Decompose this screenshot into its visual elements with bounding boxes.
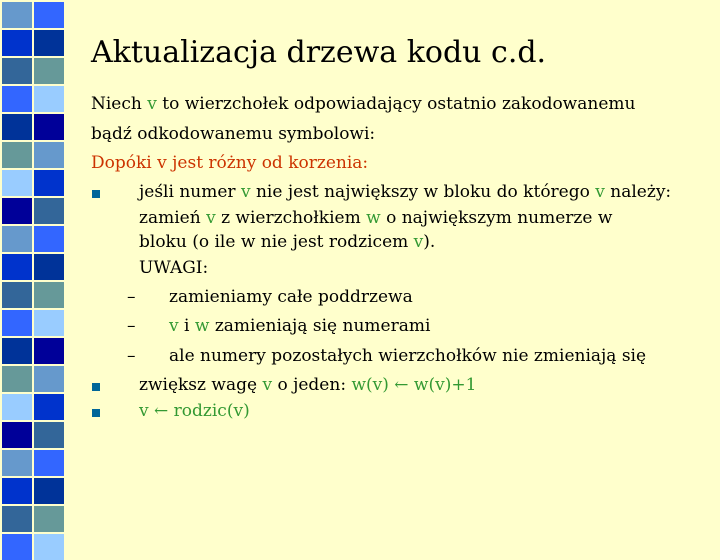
bullet-icon bbox=[92, 383, 100, 391]
stripe-block bbox=[2, 506, 32, 532]
intro-text: to wierzchołek odpowiadający ostatnio zakodowanemu bbox=[156, 94, 636, 114]
var-v: v bbox=[413, 232, 424, 252]
stripe-block bbox=[34, 366, 64, 392]
stripe-block bbox=[34, 394, 64, 420]
var-w: w bbox=[194, 316, 210, 336]
stripe-block bbox=[2, 86, 32, 112]
bullet1-line-3 bbox=[139, 234, 435, 251]
stripe-block bbox=[34, 226, 64, 252]
stripe-block bbox=[2, 478, 32, 504]
weight-formula: w(v) ← w(v)+1 bbox=[351, 375, 477, 395]
stripe-block bbox=[2, 30, 32, 56]
bullet1-text: należy: bbox=[604, 182, 672, 202]
bullet3-line bbox=[139, 403, 250, 420]
sub2-text: zamieniają się numerami bbox=[209, 316, 431, 336]
bullet1-text: zamień bbox=[139, 208, 207, 228]
loop-header: Dopóki v jest różny od korzenia: bbox=[91, 153, 369, 173]
slide-title: Aktualizacja drzewa kodu c.d. bbox=[91, 35, 547, 70]
stripe-block bbox=[2, 450, 32, 476]
var-v: v bbox=[206, 208, 216, 228]
bullet1-text: ). bbox=[423, 232, 436, 252]
dash-marker: – bbox=[127, 316, 136, 336]
sub-item-3: ale numery pozostałych wierzchołków nie zmieniają się bbox=[169, 346, 647, 366]
stripe-block bbox=[34, 254, 64, 280]
bullet1-line-1 bbox=[139, 184, 671, 201]
parent-expression: rodzic(v) bbox=[173, 401, 250, 421]
var-v: v bbox=[262, 375, 273, 395]
stripe-block bbox=[2, 58, 32, 84]
bullet1-text: z wierzchołkiem bbox=[215, 208, 367, 228]
stripe-block bbox=[34, 282, 64, 308]
var-v: v bbox=[139, 401, 149, 421]
dash-marker: – bbox=[127, 346, 136, 366]
arrow-symbol: ← bbox=[148, 401, 174, 421]
stripe-block bbox=[34, 198, 64, 224]
stripe-block bbox=[34, 338, 64, 364]
stripe-block bbox=[2, 338, 32, 364]
var-w: w bbox=[366, 208, 381, 228]
stripe-block bbox=[2, 394, 32, 420]
bullet1-text: bloku (o ile w nie jest rodzicem bbox=[139, 232, 414, 252]
bullet2-line bbox=[139, 377, 476, 394]
stripe-block bbox=[34, 506, 64, 532]
stripe-block bbox=[34, 170, 64, 196]
stripe-block bbox=[2, 282, 32, 308]
stripe-block bbox=[2, 226, 32, 252]
stripe-block bbox=[2, 114, 32, 140]
stripe-block bbox=[34, 534, 64, 560]
bullet2-text: zwiększ wagę bbox=[139, 375, 263, 395]
stripe-block bbox=[2, 366, 32, 392]
stripe-block bbox=[2, 2, 32, 28]
uwagi-label: UWAGI: bbox=[139, 258, 209, 278]
stripe-block bbox=[34, 310, 64, 336]
stripe-block bbox=[34, 450, 64, 476]
stripe-block bbox=[2, 534, 32, 560]
intro-text: Niech bbox=[91, 94, 148, 114]
var-v: v bbox=[240, 182, 251, 202]
stripe-block bbox=[2, 170, 32, 196]
dash-marker: – bbox=[127, 287, 136, 307]
stripe-block bbox=[2, 422, 32, 448]
stripe-block bbox=[2, 142, 32, 168]
intro-line-2: bądź odkodowanemu symbolowi: bbox=[91, 124, 376, 144]
bullet-icon bbox=[92, 409, 100, 417]
decorative-stripe bbox=[0, 0, 66, 540]
stripe-block bbox=[34, 422, 64, 448]
stripe-block bbox=[2, 198, 32, 224]
bullet1-text: o największym numerze w bbox=[380, 208, 613, 228]
stripe-block bbox=[34, 114, 64, 140]
stripe-block bbox=[34, 478, 64, 504]
sub-item-2 bbox=[169, 318, 430, 335]
stripe-block bbox=[34, 58, 64, 84]
bullet1-line-2 bbox=[139, 210, 612, 227]
stripe-block bbox=[34, 30, 64, 56]
sub2-text: i bbox=[178, 316, 195, 336]
intro-line-1 bbox=[91, 96, 635, 113]
stripe-block bbox=[2, 310, 32, 336]
var-v: v bbox=[169, 316, 179, 336]
var-v: v bbox=[595, 182, 605, 202]
stripe-block bbox=[34, 142, 64, 168]
var-v: v bbox=[147, 94, 157, 114]
bullet-icon bbox=[92, 190, 100, 198]
stripe-block bbox=[34, 86, 64, 112]
bullet2-text: o jeden: bbox=[272, 375, 352, 395]
bullet1-text: jeśli numer bbox=[139, 182, 241, 202]
sub-item-1: zamieniamy całe poddrzewa bbox=[169, 287, 413, 307]
bullet1-text: nie jest największy w bloku do którego bbox=[250, 182, 596, 202]
stripe-block bbox=[34, 2, 64, 28]
stripe-block bbox=[2, 254, 32, 280]
